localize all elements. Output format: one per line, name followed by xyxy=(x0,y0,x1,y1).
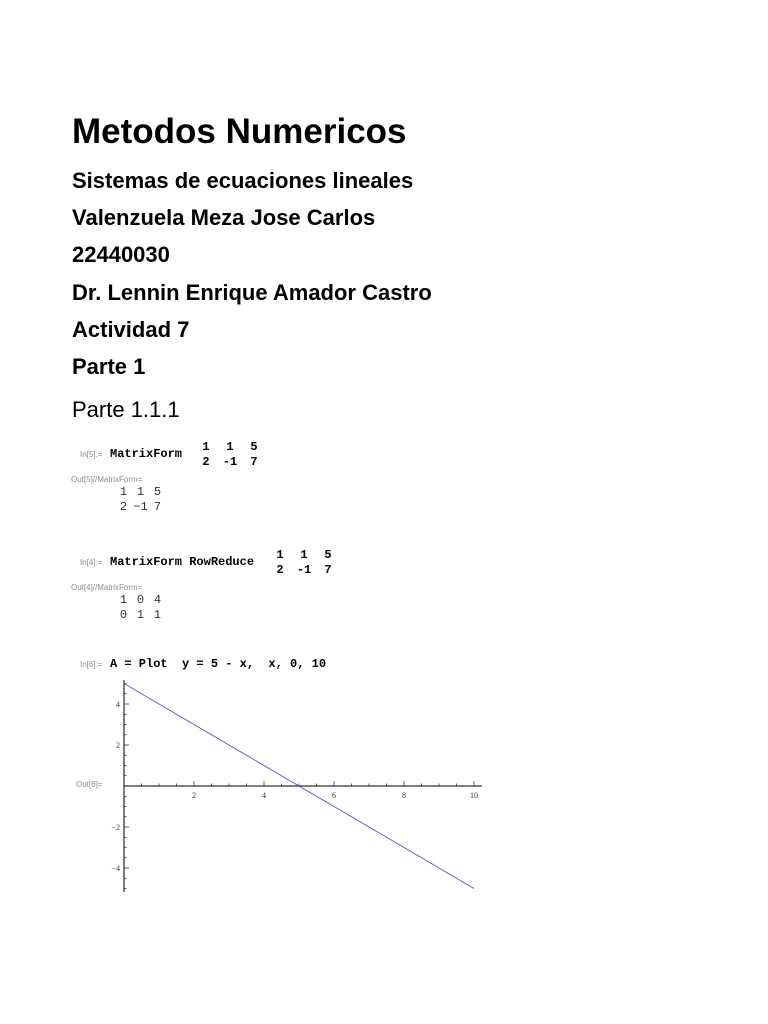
matrix-row xyxy=(194,455,266,470)
output-label: Out[4]//MatrixForm= xyxy=(71,583,143,592)
input-label: In[4]:= xyxy=(80,558,103,567)
matrix-cell: 0 xyxy=(119,608,128,622)
matrix-cell: -1 xyxy=(222,455,238,469)
input-code[interactable]: A = Plot y = 5 - x, x, 0, 10 xyxy=(110,657,327,671)
input-matrix xyxy=(194,440,266,470)
matrix-row xyxy=(268,563,340,578)
line-plot xyxy=(100,672,500,897)
matrix-row xyxy=(115,500,166,515)
x-tick-label: 10 xyxy=(470,791,478,800)
matrix-cell: 4 xyxy=(153,593,162,607)
output-label: Out[6]= xyxy=(76,780,103,789)
matrix-cell: 2 xyxy=(276,563,284,577)
matrix-row xyxy=(115,593,166,608)
y-tick-label: −4 xyxy=(111,864,120,873)
matrix-cell: 1 xyxy=(136,608,145,622)
matrix-cell: −1 xyxy=(133,500,148,514)
input-label: In[5]:= xyxy=(80,450,103,459)
output-label: Out[5]//MatrixForm= xyxy=(71,475,143,484)
matrix-cell: 7 xyxy=(153,500,162,514)
matrix-cell: -1 xyxy=(296,563,312,577)
matrix-cell: 2 xyxy=(202,455,210,469)
matrix-cell: 5 xyxy=(324,548,332,562)
matrix-cell: 0 xyxy=(136,593,145,607)
matrix-cell: 1 xyxy=(119,593,128,607)
matrix-cell: 1 xyxy=(153,608,162,622)
matrix-cell: 1 xyxy=(276,548,284,562)
matrix-cell: 1 xyxy=(136,485,145,499)
x-tick-label: 8 xyxy=(402,791,406,800)
matrix-cell: 2 xyxy=(119,500,128,514)
matrix-row xyxy=(268,548,340,563)
matrix-cell: 1 xyxy=(119,485,128,499)
input-code[interactable]: MatrixForm xyxy=(110,447,183,461)
input-code[interactable]: MatrixForm RowReduce xyxy=(110,555,255,569)
subtitle-student-name: Valenzuela Meza Jose Carlos xyxy=(72,205,376,230)
x-tick-label: 4 xyxy=(262,791,266,800)
output-matrix xyxy=(115,593,166,623)
subtitle-activity: Actividad 7 xyxy=(72,317,190,342)
subtitle-part: Parte 1 xyxy=(72,354,146,379)
subtitle-student-id: 22440030 xyxy=(72,242,170,267)
section-heading: Parte 1.1.1 xyxy=(72,397,180,422)
y-tick-label: 2 xyxy=(116,741,120,750)
matrix-row xyxy=(115,608,166,623)
matrix-row xyxy=(194,440,266,455)
matrix-row xyxy=(115,485,166,500)
subtitle-topic: Sistemas de ecuaciones lineales xyxy=(72,168,414,193)
matrix-cell: 1 xyxy=(202,440,210,454)
y-tick-label: −2 xyxy=(111,823,120,832)
x-tick-label: 2 xyxy=(192,791,196,800)
matrix-cell: 1 xyxy=(300,548,308,562)
document-title: Metodos Numericos xyxy=(72,112,407,151)
output-matrix xyxy=(115,485,166,515)
matrix-cell: 7 xyxy=(250,455,258,469)
input-matrix xyxy=(268,548,340,578)
matrix-cell: 5 xyxy=(250,440,258,454)
matrix-cell: 5 xyxy=(153,485,162,499)
x-tick-label: 6 xyxy=(332,791,336,800)
matrix-cell: 7 xyxy=(324,563,332,577)
input-label: In[6]:= xyxy=(80,660,103,669)
matrix-cell: 1 xyxy=(226,440,234,454)
subtitle-professor: Dr. Lennin Enrique Amador Castro xyxy=(72,280,432,305)
y-tick-label: 4 xyxy=(116,700,120,709)
